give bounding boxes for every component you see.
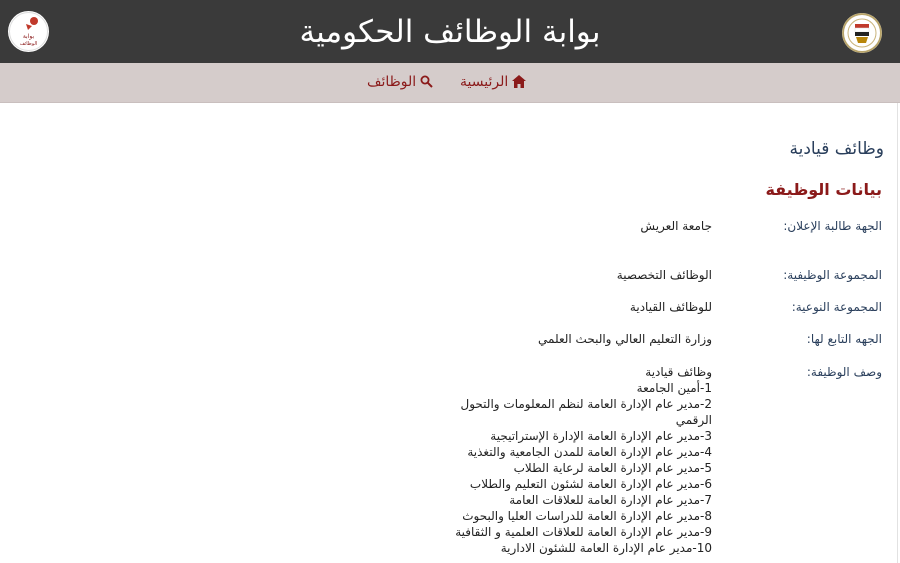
- egypt-emblem-logo-icon: [842, 13, 882, 53]
- nav-bar: [0, 63, 900, 103]
- egypt-emblem[interactable]: [842, 13, 882, 53]
- field-label-type-group: المجموعة النوعية:: [791, 300, 882, 314]
- section-title: بيانات الوظيفة: [765, 180, 882, 199]
- search-icon: [420, 75, 433, 88]
- description-line: وظائف قيادية: [645, 365, 712, 379]
- description-line: 4-مدير عام الإدارة العامة للمدن الجامعية والتغذية: [467, 445, 712, 459]
- field-value-affiliation: وزارة التعليم العالي والبحث العلمي: [538, 332, 712, 346]
- svg-text:الوظائف: الوظائف: [19, 41, 38, 47]
- field-value-type-group: للوظائف القيادية: [629, 300, 712, 314]
- nav-jobs-link[interactable]: [367, 72, 433, 92]
- description-line: 8-مدير عام الإدارة العامة للدراسات العليا والبحوث: [462, 509, 712, 523]
- field-value-advertiser: جامعة العريش: [640, 219, 712, 233]
- job-description: [422, 364, 712, 556]
- nav-home-link[interactable]: [460, 72, 526, 92]
- description-line: 6-مدير عام الإدارة العامة لشئون التعليم والطلاب: [469, 477, 712, 491]
- description-line: 5-مدير عام الإدارة العامة لرعاية الطلاب: [513, 461, 712, 475]
- field-value-job-group: الوظائف التخصصية: [616, 268, 712, 282]
- field-label-affiliation: الجهه التابع لها:: [806, 332, 882, 346]
- description-line: 10-مدير عام الإدارة العامة للشئون الادارية: [500, 541, 712, 555]
- description-line: 9-مدير عام الإدارة العامة للعلاقات العلمية و الثقافية: [455, 525, 712, 539]
- description-line: 2-مدير عام الإدارة العامة لنظم المعلومات والتحول الرقمي: [460, 397, 712, 427]
- svg-text:بوابة: بوابة: [22, 33, 35, 40]
- field-label-advertiser: الجهة طالبة الإعلان:: [783, 219, 882, 233]
- field-label-description: وصف الوظيفة:: [806, 365, 882, 379]
- nav-home-label: الرئيسية: [460, 74, 509, 90]
- home-icon: [512, 75, 526, 88]
- site-title: بوابة الوظائف الحكومية: [299, 14, 601, 50]
- description-line: 1-أمين الجامعة: [636, 381, 712, 395]
- header-bar: [0, 0, 900, 63]
- job-category: وظائف قيادية: [789, 139, 884, 159]
- nav-jobs-label: الوظائف: [367, 74, 417, 90]
- description-line: 7-مدير عام الإدارة العامة للعلاقات العامة: [509, 493, 712, 507]
- description-line: 3-مدير عام الإدارة العامة الإدارة الإستراتيجية: [490, 429, 712, 443]
- field-label-job-group: المجموعة الوظيفية:: [783, 268, 882, 282]
